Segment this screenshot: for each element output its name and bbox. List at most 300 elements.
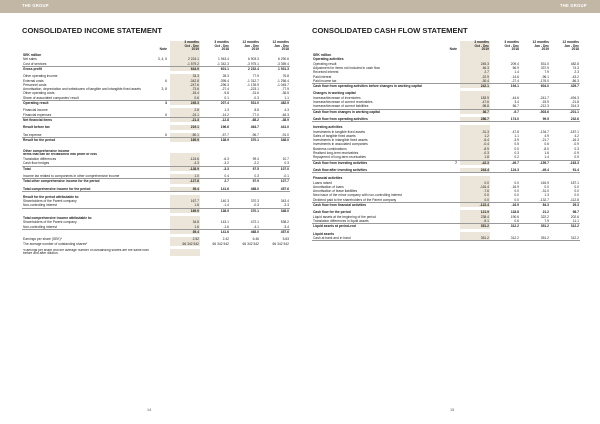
- row-label: Cash flow from operating activities: [312, 117, 442, 122]
- row-value: -1 045.7: [276, 82, 289, 87]
- row-value: 0.6: [490, 219, 520, 224]
- column-header-line: 3 months: [504, 40, 519, 44]
- row-label: Cash flow from changes in working capital: [313, 109, 380, 114]
- row-value: -3.3: [260, 203, 290, 208]
- row-value: 312.2: [490, 236, 520, 241]
- row-value: 10.7: [282, 157, 289, 162]
- row-value: 74.3: [572, 66, 579, 70]
- row-value: 76.8: [282, 74, 289, 79]
- row-label: Increase/decrease of current liabilities: [312, 104, 442, 109]
- row-value: -395.4: [219, 78, 229, 83]
- row-value: 351.2: [520, 236, 550, 241]
- column-header: [230, 41, 260, 53]
- row-label: Financial income: [23, 108, 48, 113]
- row-label: Financial activities: [313, 176, 343, 181]
- cash-flow-title: CONSOLIDATED CASH FLOW STATEMENT: [312, 26, 468, 35]
- row-value: -223.1: [249, 87, 259, 92]
- row-value: 1.0: [170, 174, 200, 179]
- row-value: -247.6: [170, 83, 200, 87]
- row-value: 312.2: [510, 224, 519, 229]
- row-value: 531.0: [540, 61, 549, 66]
- row-value: 0.0: [574, 184, 579, 189]
- row-value: 5.63: [282, 237, 289, 242]
- row-note: 6: [152, 133, 170, 138]
- row-label: Cash flow from financial activities: [313, 203, 367, 208]
- row-value: 2.7: [460, 70, 490, 74]
- row-value: 232.6: [550, 117, 580, 122]
- row-label: Changes in working capital: [313, 91, 356, 96]
- row-value: 66 342 542: [272, 241, 289, 246]
- row-value: 138.9: [220, 208, 229, 213]
- income-statement-table: [22, 41, 290, 256]
- column-header: [260, 41, 290, 53]
- row-value: 28.3: [222, 74, 229, 79]
- row-value: 98.7: [572, 210, 579, 215]
- row-value: -0.3: [230, 203, 260, 208]
- row-value: 314.3: [550, 104, 580, 109]
- row-value: -27.4: [221, 87, 229, 92]
- row-value: 91.4: [550, 168, 580, 173]
- column-header-line: Oct - Dec: [504, 43, 519, 48]
- row-value: -68.2: [251, 117, 259, 122]
- row-label: Share of associated companies' result: [22, 96, 152, 101]
- row-value: 97.5: [252, 166, 259, 171]
- row-label: Amortisation of lease liabilities: [313, 189, 358, 194]
- row-value: 464.7: [250, 125, 259, 130]
- row-value: 416.9: [540, 180, 549, 185]
- row-value: 1 931.3: [278, 67, 289, 71]
- row-value: 0.4: [200, 174, 230, 179]
- row-value: 601.1: [220, 67, 229, 71]
- row-value: -0.9: [573, 151, 579, 156]
- row-label: Cash flow after investing activities: [312, 168, 442, 173]
- row-label: Translation differences: [23, 157, 57, 162]
- row-value: -127.8: [170, 179, 200, 184]
- row-value: 138.9: [220, 137, 229, 142]
- row-value: 245.3: [170, 101, 200, 106]
- right-brand: THE GROUP: [560, 3, 587, 8]
- row-value: 351.2: [540, 224, 549, 229]
- row-value: -116.4: [460, 185, 490, 189]
- row-value: 29.3: [572, 203, 579, 208]
- row-value: 190.6: [510, 214, 519, 219]
- row-value: [170, 249, 200, 256]
- row-value: 337.9: [540, 66, 549, 70]
- column-header-line: 2019: [541, 47, 549, 52]
- row-value: 351.2: [460, 236, 490, 241]
- row-label: Other operating income: [23, 74, 58, 79]
- row-label: Translation differences in liquid assets: [312, 219, 442, 224]
- row-value: -2.2: [230, 161, 260, 166]
- row-value: 2.52: [170, 237, 200, 241]
- row-label: Cash flow hedges: [22, 161, 152, 166]
- row-value: -47.6: [460, 100, 490, 104]
- row-value: -3 975.1: [230, 62, 260, 67]
- row-value: 604.0: [540, 84, 549, 89]
- income-statement-title: CONSOLIDATED INCOME STATEMENT: [22, 26, 163, 35]
- row-value: -4.3: [170, 161, 200, 166]
- row-value: 77.9: [252, 74, 259, 79]
- row-value: -77.0: [230, 113, 260, 118]
- row-label: Non-controlling interest: [22, 225, 152, 230]
- column-header-line: 2018: [281, 47, 289, 52]
- row-value: 351.2: [460, 224, 490, 229]
- row-value: 33.3: [170, 74, 200, 78]
- row-value: [260, 249, 290, 256]
- row-label: Sales of tangible fixed assets: [313, 133, 356, 138]
- row-value: -91.0: [260, 133, 290, 138]
- row-label: New issue of the minor company with non-controlling interest: [313, 193, 402, 198]
- column-header-line: 2018: [511, 47, 519, 52]
- row-label: Tax expense: [22, 133, 152, 138]
- row-value: -14.2: [200, 113, 230, 118]
- column-header-line: 3 months: [214, 40, 229, 44]
- header-spacer: [22, 41, 152, 53]
- row-value: 183.9: [460, 96, 490, 100]
- row-value: -49.7: [511, 160, 519, 165]
- section-heading: Other comprehensive income: [23, 149, 70, 154]
- row-note: 3, 4, 5: [157, 57, 167, 62]
- row-label: Net sales: [23, 57, 37, 62]
- row-value: 1.4: [520, 155, 550, 160]
- row-value: 169.9: [170, 137, 200, 142]
- row-value: -3 359.4: [260, 62, 290, 67]
- column-header-line: 3 months: [184, 40, 199, 44]
- row-note: 6: [165, 78, 167, 83]
- row-label: SEK million: [23, 53, 42, 58]
- row-label: Result for the period attributable to:: [23, 194, 80, 199]
- row-value: 84.3: [542, 203, 549, 208]
- row-value: 219.1: [170, 125, 200, 129]
- row-value: 0.0: [574, 189, 579, 194]
- row-label: *Earnings per share and the average number of outstanding shares are the same both before and after dilution.: [23, 248, 149, 256]
- row-value: -1 342.3: [200, 62, 230, 67]
- row-value: 1.3: [224, 108, 229, 113]
- row-value: -21.8: [571, 100, 579, 105]
- row-value: 441.0: [280, 125, 289, 130]
- row-value: 4.2: [574, 133, 579, 138]
- row-value: -30.4: [460, 79, 490, 84]
- row-label: Cash flow for the period: [313, 210, 351, 215]
- page-number-right: 15: [450, 408, 455, 412]
- column-header-line: Jan - Dec: [534, 43, 549, 48]
- row-label: Personnel costs: [23, 82, 47, 87]
- row-value: 56.7: [490, 104, 520, 109]
- row-value: -3.2: [200, 161, 230, 166]
- row-value: -3.4: [260, 225, 290, 230]
- row-value: 99.4: [252, 157, 259, 162]
- row-value: 0.0: [514, 180, 519, 185]
- row-value: 143.1: [220, 220, 229, 225]
- row-value: -0.3: [230, 96, 260, 101]
- row-value: 7.9: [520, 219, 550, 224]
- row-value: -9.1: [460, 219, 490, 224]
- row-value: 4.9: [544, 133, 549, 138]
- row-value: 482.8: [570, 61, 579, 66]
- row-value: 0.6: [544, 142, 549, 147]
- row-value: -57.7: [200, 133, 230, 138]
- row-value: -46.3: [260, 113, 290, 118]
- row-label: Cash at bank and in hand: [312, 236, 442, 241]
- column-header-line: Oct - Dec: [184, 43, 199, 48]
- column-header: [520, 41, 550, 53]
- row-label: Income tax related to components in other comprehensive income: [22, 174, 152, 179]
- row-value: 11.1: [550, 219, 580, 224]
- row-value: 0.0: [514, 146, 519, 151]
- row-label: Total comprehensive income for the period: [22, 187, 152, 192]
- row-value: 174.0: [490, 117, 520, 122]
- row-value: -1.4: [200, 203, 230, 208]
- row-value: -31.0: [541, 189, 549, 194]
- row-value: 0.0: [490, 198, 520, 203]
- column-header-line: Jan - Dec: [564, 43, 579, 48]
- row-value: 322.2: [540, 214, 549, 219]
- row-value: 286.7: [460, 117, 490, 122]
- row-value: -241.7: [539, 95, 549, 100]
- row-value: -176.0: [520, 79, 550, 84]
- cash-flow-table: [312, 41, 580, 241]
- row-value: 0.0: [460, 193, 490, 197]
- row-value: -50.1: [170, 133, 200, 138]
- row-value: 107.0: [280, 166, 289, 171]
- row-value: 121.9: [460, 210, 490, 214]
- table-row: [312, 236, 580, 241]
- row-value: 457.6: [280, 229, 289, 234]
- row-value: 0.0: [544, 184, 549, 189]
- row-label: Liquid assets at the beginning of the period: [313, 214, 376, 219]
- row-value: 429.7: [570, 84, 579, 89]
- row-value: -1 312.7: [246, 78, 259, 83]
- row-value: 1.2: [460, 134, 490, 138]
- row-label: Liquid assets: [313, 231, 335, 236]
- row-label: Amortisation of loans: [313, 184, 344, 189]
- row-value: -21.3: [170, 117, 200, 122]
- row-label: Adjustment for items not included in cash flow: [313, 66, 380, 70]
- row-value: 66 342 542: [170, 242, 200, 246]
- row-value: -342.8: [170, 79, 200, 83]
- row-value: 202.6: [570, 214, 579, 219]
- column-header-line: 12 months: [272, 40, 289, 44]
- column-header-line: 2018: [571, 47, 579, 52]
- row-value: 238.4: [460, 215, 490, 219]
- row-value: 2.3: [574, 70, 579, 75]
- row-label: Result for the period: [23, 137, 56, 142]
- row-value: 39.4: [170, 229, 200, 234]
- row-label: Realised long-term receivables: [313, 151, 359, 156]
- row-label: Operating activities: [313, 57, 344, 62]
- row-value: -128.9: [170, 166, 200, 171]
- row-value: [200, 249, 230, 256]
- row-label: Other operating costs: [23, 91, 55, 96]
- row-value: -73.6: [170, 87, 200, 91]
- row-value: -6.3: [223, 157, 229, 162]
- row-note: 6: [152, 113, 170, 118]
- row-value: 2.7: [224, 179, 229, 184]
- row-label: Financial expenses: [22, 113, 152, 118]
- row-label: Total comprehensive income attributable to:: [23, 216, 93, 221]
- row-value: 1.4: [514, 70, 519, 75]
- row-value: 141.6: [220, 229, 229, 234]
- row-value: 124.3: [490, 168, 520, 173]
- row-value: 0.3: [230, 174, 260, 179]
- row-value: 0.3: [574, 146, 579, 151]
- row-value: -47.8: [511, 129, 519, 134]
- row-value: 0.3: [514, 151, 519, 156]
- row-value: -42.3: [460, 160, 490, 165]
- row-label: Investments in tangible fixed assets: [313, 129, 366, 134]
- row-value: -8.0: [543, 146, 549, 151]
- row-label: Operating result: [23, 101, 49, 106]
- row-label: Items that can be reclassified into profit or loss: [23, 153, 98, 157]
- row-note: [442, 236, 460, 241]
- row-value: -503.6: [539, 109, 549, 114]
- row-value: -12.8: [221, 117, 229, 122]
- row-value: -86.3: [550, 79, 580, 84]
- row-value: 1.8: [170, 203, 200, 208]
- row-value: 472.1: [250, 220, 259, 225]
- row-value: -7.6: [460, 189, 490, 193]
- row-label: Total: [23, 166, 31, 171]
- row-label: Earnings per share (SEK)*: [23, 237, 62, 242]
- row-label: External costs: [23, 78, 44, 83]
- row-value: -132.7: [520, 198, 550, 203]
- row-value: -1.6: [200, 225, 230, 230]
- row-value: -0.4: [460, 142, 490, 146]
- row-value: 1.6: [170, 225, 200, 230]
- row-label: Cost of services: [22, 62, 152, 67]
- column-header-line: 2019: [481, 47, 489, 52]
- row-value: 2 224.1: [170, 57, 200, 61]
- row-value: -212.3: [520, 104, 550, 109]
- row-value: [230, 249, 260, 256]
- row-value: -122.4: [460, 203, 490, 208]
- row-value: -1 579.2: [170, 62, 200, 67]
- row-value: 97.9: [252, 179, 259, 184]
- row-label: The average number of outstanding shares*: [23, 241, 88, 246]
- cash-flow-page: [312, 26, 580, 241]
- row-value: -3.3: [223, 166, 229, 171]
- row-value: 0.1: [200, 96, 230, 101]
- row-value: 1.1: [514, 133, 519, 138]
- row-label: Net financial items: [23, 117, 53, 122]
- row-value: 207.4: [220, 101, 229, 106]
- row-value: 312.2: [550, 236, 580, 241]
- column-header-row: [22, 41, 290, 53]
- row-label: Received interest: [313, 70, 339, 75]
- page-number-left: 14: [147, 408, 152, 412]
- table-row: [22, 249, 290, 256]
- row-value: -16.3: [571, 138, 579, 143]
- row-value: -201.1: [569, 109, 579, 114]
- column-header-line: 2019: [191, 47, 199, 52]
- row-value: -0.3: [460, 151, 490, 155]
- row-value: -15.4: [170, 91, 200, 95]
- row-label: Total other comprehensive income for the period: [23, 179, 100, 184]
- row-label: Paid income tax: [312, 79, 442, 84]
- row-value: 644.9: [170, 67, 200, 72]
- column-header: [460, 41, 490, 53]
- row-label: Increase/decrease of inventories: [313, 95, 361, 100]
- row-label: Non-controlling interest: [22, 203, 152, 208]
- column-header: [200, 41, 230, 53]
- row-value: -124.6: [170, 157, 200, 161]
- row-value: -21.7: [541, 138, 549, 143]
- note-header: Note: [159, 47, 167, 52]
- header-bar: [0, 0, 600, 13]
- row-value: 187.1: [570, 180, 579, 185]
- row-label: Cash flow from investing activities: [313, 160, 368, 165]
- column-header-line: 2019: [251, 47, 259, 52]
- row-value: -22.9: [460, 75, 490, 79]
- row-value: 348.0: [280, 208, 289, 213]
- row-value: 8.8: [254, 108, 259, 113]
- row-value: 66 342 542: [242, 241, 259, 246]
- row-label: Operating result: [313, 61, 337, 66]
- row-value: 169.9: [170, 208, 200, 213]
- row-value: -159.7: [539, 160, 549, 165]
- row-note: 7: [455, 160, 457, 165]
- row-value: 34.8: [170, 220, 200, 224]
- row-value: 66 342 542: [212, 241, 229, 246]
- row-value: 531.0: [250, 101, 259, 106]
- row-value: 0.9: [550, 155, 580, 160]
- row-value: 6.46: [252, 237, 259, 242]
- row-value: -24.1: [170, 113, 200, 118]
- row-label: Dividend paid to the shareholders of the Parent company: [312, 198, 442, 203]
- row-value: 6 903.3: [248, 57, 259, 62]
- column-header-line: Jan - Dec: [274, 43, 289, 48]
- row-value: -1 139.9: [246, 82, 259, 87]
- row-label: Increase/decrease of current receivables: [313, 100, 373, 105]
- row-label: Amortisation, depreciation and writedowns of tangible and intangible fixed assets: [23, 87, 141, 91]
- row-value: 370.1: [250, 137, 259, 142]
- row-value: -98.8: [460, 104, 490, 109]
- column-header-line: Jan - Dec: [244, 43, 259, 48]
- column-header: [490, 41, 520, 53]
- row-label: Investing activities: [313, 125, 343, 130]
- column-header-line: Oct - Dec: [474, 43, 489, 48]
- row-value: 1.6: [544, 151, 549, 156]
- row-value: -96.1: [541, 74, 549, 79]
- row-value: 468.0: [250, 229, 259, 234]
- row-label: Investments in intangible fixed assets: [313, 138, 368, 143]
- income-statement-page: [22, 26, 290, 256]
- row-value: -96.7: [230, 133, 260, 138]
- row-value: 1.8: [460, 155, 490, 160]
- row-value: -77.9: [281, 87, 289, 92]
- row-value: -494.3: [569, 95, 579, 100]
- row-value: 6 290.6: [278, 57, 289, 62]
- row-value: -187.1: [569, 129, 579, 134]
- row-value: 370.1: [250, 208, 259, 213]
- row-value: 0.0: [460, 181, 490, 185]
- row-value: -27.4: [490, 79, 520, 84]
- row-label: Shareholders of the Parent company: [23, 199, 77, 204]
- row-value: 0.0: [574, 193, 579, 198]
- row-value: -0.1: [260, 174, 290, 179]
- column-header-line: 3 months: [474, 40, 489, 44]
- row-value: 348.0: [280, 137, 289, 142]
- row-value: -3.9: [513, 138, 519, 143]
- row-value: -43.2: [571, 74, 579, 79]
- row-value: -112.8: [550, 198, 580, 203]
- column-header: [550, 41, 580, 53]
- row-value: 2.42: [222, 237, 229, 242]
- header-spacer: [312, 41, 442, 53]
- row-value: -14.6: [511, 74, 519, 79]
- row-value: -49.4: [520, 168, 550, 173]
- row-value: 99.5: [520, 117, 550, 122]
